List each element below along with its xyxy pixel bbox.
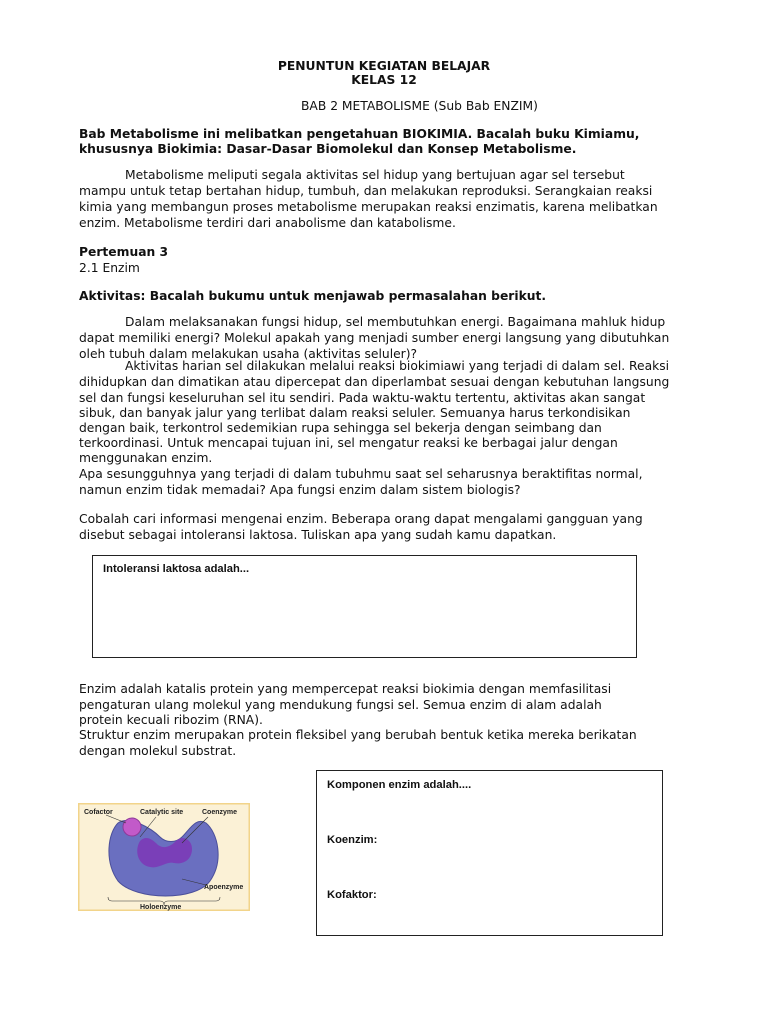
para2-line: namun enzim tidak memadai? Apa fungsi enzim dalam sistem biologis? xyxy=(79,483,521,497)
doc-title-line1: PENUNTUN KEGIATAN BELAJAR xyxy=(277,59,491,73)
para4-line: dengan molekul substrat. xyxy=(79,744,237,758)
lactose-intolerance-answer-box[interactable] xyxy=(92,555,637,658)
holoenzyme-label: Holoenzyme xyxy=(140,904,182,911)
para2-line: menggunakan enzim. xyxy=(79,451,213,465)
para1-line: Metabolisme meliputi segala aktivitas sel hidup yang bertujuan agar sel tersebut xyxy=(125,168,625,182)
meeting-subtitle: 2.1 Enzim xyxy=(79,261,140,275)
para2-line: Apa sesungguhnya yang terjadi di dalam tubuhmu saat sel seharusnya beraktifitas normal, xyxy=(79,467,643,481)
apoenzyme-label: Apoenzyme xyxy=(204,884,244,891)
meeting-title: Pertemuan 3 xyxy=(79,245,169,259)
para1-line: mampu untuk tetap bertahan hidup, tumbuh, dan melakukan reproduksi. Serangkaian reaksi xyxy=(79,184,653,198)
intro-line: khususnya Biokimia: Dasar-Dasar Biomolekul dan Konsep Metabolisme. xyxy=(79,142,577,156)
para3-line: disebut sebagai intoleransi laktosa. Tuliskan apa yang sudah kamu dapatkan. xyxy=(79,528,557,542)
lactose-intolerance-label: Intoleransi laktosa adalah... xyxy=(103,563,250,575)
para1-line: kimia yang membangun proses metabolisme merupakan reaksi enzimatis, karena melibatkan xyxy=(79,200,658,214)
intro-line: Bab Metabolisme ini melibatkan pengetahuan BIOKIMIA. Bacalah buku Kimiamu, xyxy=(79,127,640,141)
cofactor-shape xyxy=(123,818,141,836)
para2-line: terkoordinasi. Untuk mencapai tujuan ini, sel mengatur reaksi ke berbagai jalur dengan xyxy=(79,436,618,450)
coenzyme-label: Coenzyme xyxy=(202,809,238,816)
para2-line: dapat memiliki energi? Molekul apakah yang menjadi sumber energi langsung yang dibutuhkan xyxy=(79,331,670,345)
para4-line: Enzim adalah katalis protein yang mempercepat reaksi biokimia dengan memfasilitasi xyxy=(79,682,612,696)
chapter-title: BAB 2 METABOLISME (Sub Bab ENZIM) xyxy=(301,99,538,113)
para3-line: Cobalah cari informasi mengenai enzim. Beberapa orang dapat mengalami gangguan yang xyxy=(79,512,643,526)
doc-title-line2: KELAS 12 xyxy=(351,73,417,87)
enzyme-components-answer-box[interactable] xyxy=(316,770,663,936)
kofaktor-label: Kofaktor: xyxy=(327,889,377,901)
para2-line: dengan baik, terkontrol sedemikian rupa sehingga sel bekerja dengan seimbang dan xyxy=(79,421,602,435)
para4-line: Struktur enzim merupakan protein fleksibel yang berubah bentuk ketika mereka berikatan xyxy=(79,728,637,742)
para1-line: enzim. Metabolisme terdiri dari anabolisme dan katabolisme. xyxy=(79,216,456,230)
para2-line: Dalam melaksanakan fungsi hidup, sel membutuhkan energi. Bagaimana mahluk hidup xyxy=(125,315,666,329)
para2-line: Aktivitas harian sel dilakukan melalui reaksi biokimiawi yang terjadi di dalam sel. Reaksi xyxy=(125,359,670,373)
enzyme-diagram xyxy=(78,803,250,911)
para2-line: dihidupkan dan dimatikan atau dipercepat dan diperlambat sesuai dengan kebutuhan langsung xyxy=(79,375,670,389)
cofactor-label: Cofactor xyxy=(84,809,113,816)
para4-line: pengaturan ulang molekul yang mendukung fungsi sel. Semua enzim di alam adalah xyxy=(79,698,602,712)
enzyme-components-label: Komponen enzim adalah.... xyxy=(327,779,472,791)
activity-title: Aktivitas: Bacalah bukumu untuk menjawab permasalahan berikut. xyxy=(79,289,547,303)
para2-line: sel dan fungsi keseluruhan sel itu sendiri. Pada waktu-waktu tertentu, aktivitas akan sangat xyxy=(79,391,646,405)
para2-line: sibuk, dan banyak jalur yang terlibat dalam reaksi seluler. Semuanya harus terkondisikan xyxy=(79,406,631,420)
para4-line: protein kecuali ribozim (RNA). xyxy=(79,713,263,727)
catalytic-site-label: Catalytic site xyxy=(140,809,184,816)
koenzim-label: Koenzim: xyxy=(327,834,378,846)
para2-line: oleh tubuh dalam melakukan usaha (aktivitas seluler)? xyxy=(79,347,418,361)
